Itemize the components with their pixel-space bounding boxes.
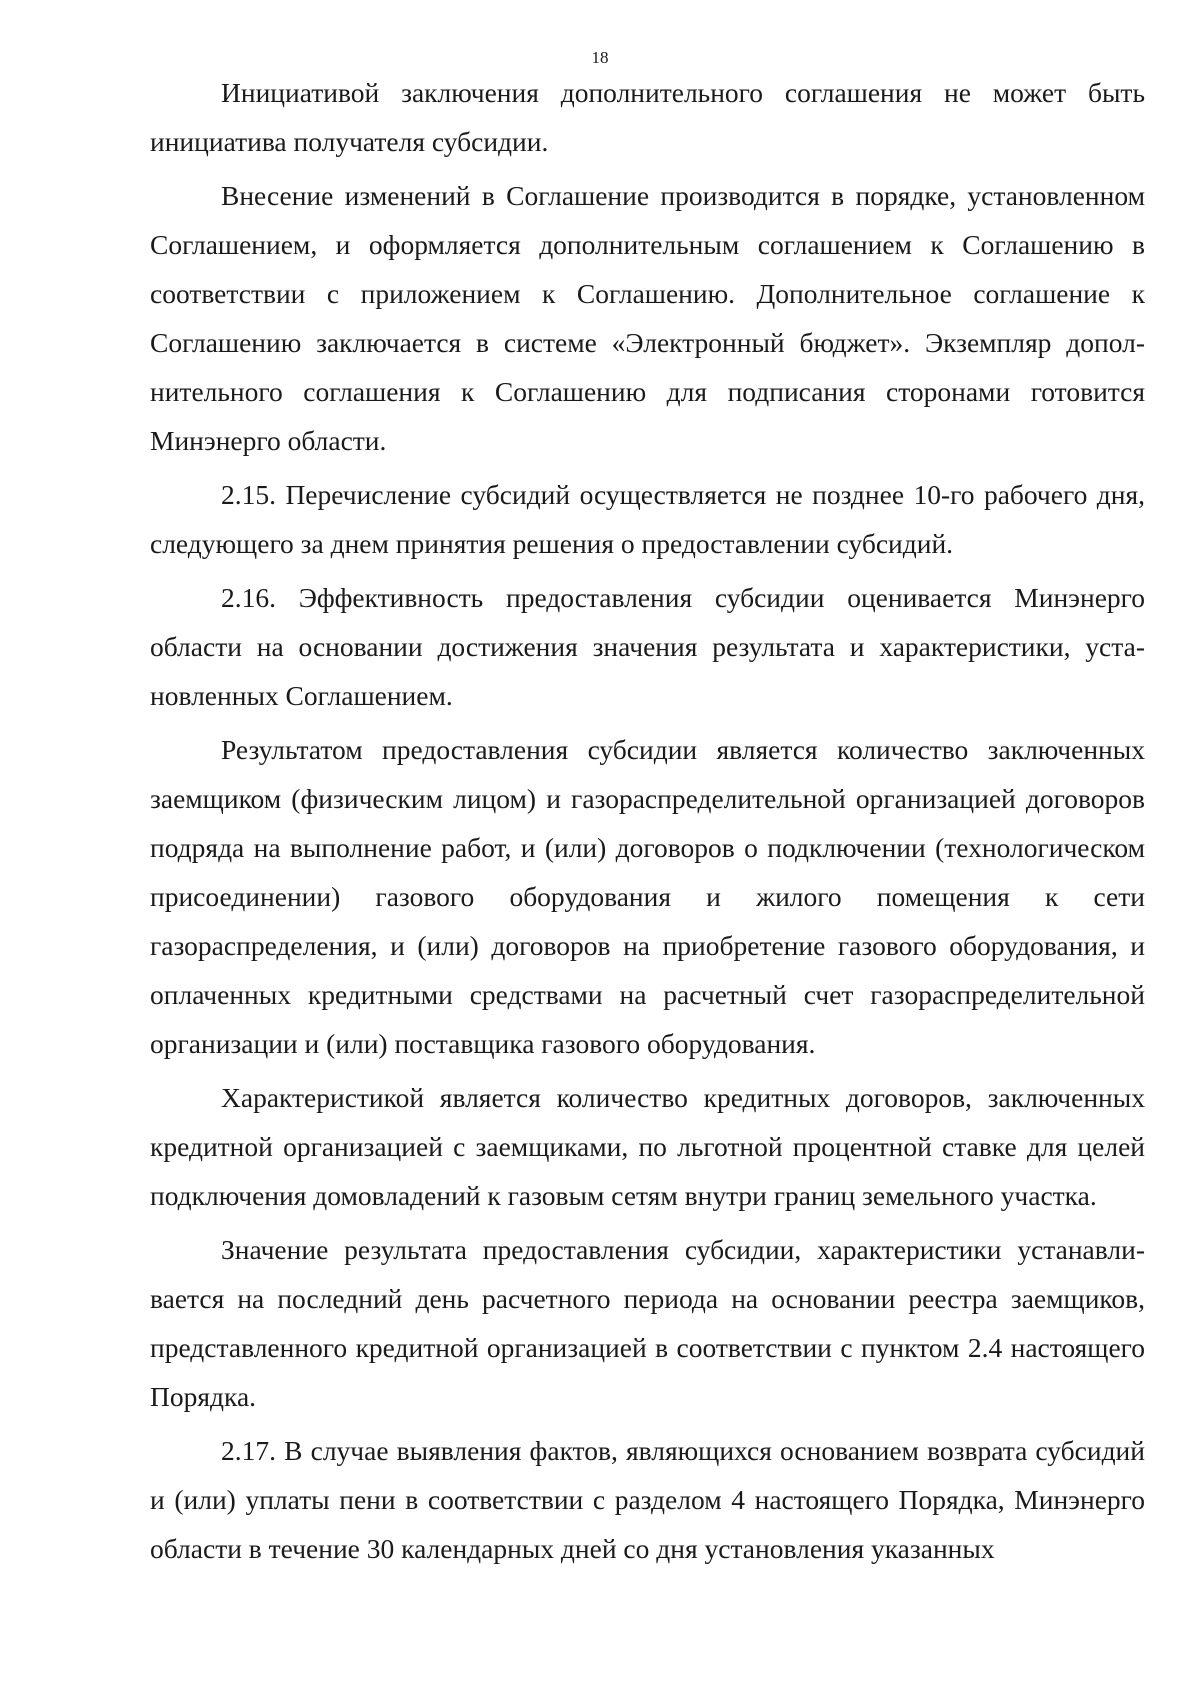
page-number: 18: [591, 48, 609, 67]
paragraph-value: Значение результата предоставления субсидии, характеристики устанавливается на последний день расчетного периода на основании реестра заемщиков, представленного кредитной организацией в соответствии с пунктом 2.4 настоящего Порядка.: [150, 1234, 1145, 1412]
paragraph-result: Результатом предоставления субсидии является количество заключенных заемщиком (физическим лицом) и газораспределительной организацией договоров подряда на выполнение работ, и (или) договоров о подключении (технологическом присоединении) газового оборудования и жилого помещения к сети газораспределения, и (или) договоров на приобретение газового оборудования, и оплаченных кредитными средствами на расчетный счет газораспределительной организации и (или) поставщика газового оборудования.: [150, 734, 1145, 1059]
paragraph-characteristic: Характеристикой является количество кредитных договоров, заключенных кредитной организацией с заемщиками, по льготной процентной ставке для целей подключения домовладений к газовым сетям внутри границ земельного участка.: [150, 1082, 1145, 1211]
paragraph-amendments: Внесение изменений в Соглашение производится в порядке, установленном Соглашением, и оформляется дополнительным соглашением к Соглашению в соответствии с приложением к Соглашению. Дополнительное соглашение к Соглашению заключается в системе «Электронный бюджет». Экземпляр дополнительного соглашения к Соглашению для подписания сторонами готовится Минэнерго области.: [150, 180, 1145, 456]
paragraph-2-16: 2.16. Эффективность предоставления субсидии оценивается Минэнерго области на основании достижения значения результата и характеристики, установленных Соглашением.: [150, 582, 1145, 711]
paragraph-2-17: 2.17. В случае выявления фактов, являющихся основанием возврата субсидий и (или) уплаты пени в соответствии с разделом 4 настоящего Порядка, Минэнерго области в течение 30 календарных дней со дня установления указанных: [150, 1435, 1145, 1564]
paragraph-2-15: 2.15. Перечисление субсидий осуществляется не позднее 10-го рабочего дня, следующего за днем принятия решения о предоставлении субсидий.: [150, 479, 1145, 559]
document-body: [150, 68, 1145, 1578]
paragraph-initiative: Инициативой заключения дополнительного соглашения не может быть инициатива получателя субсидии.: [150, 77, 1145, 157]
